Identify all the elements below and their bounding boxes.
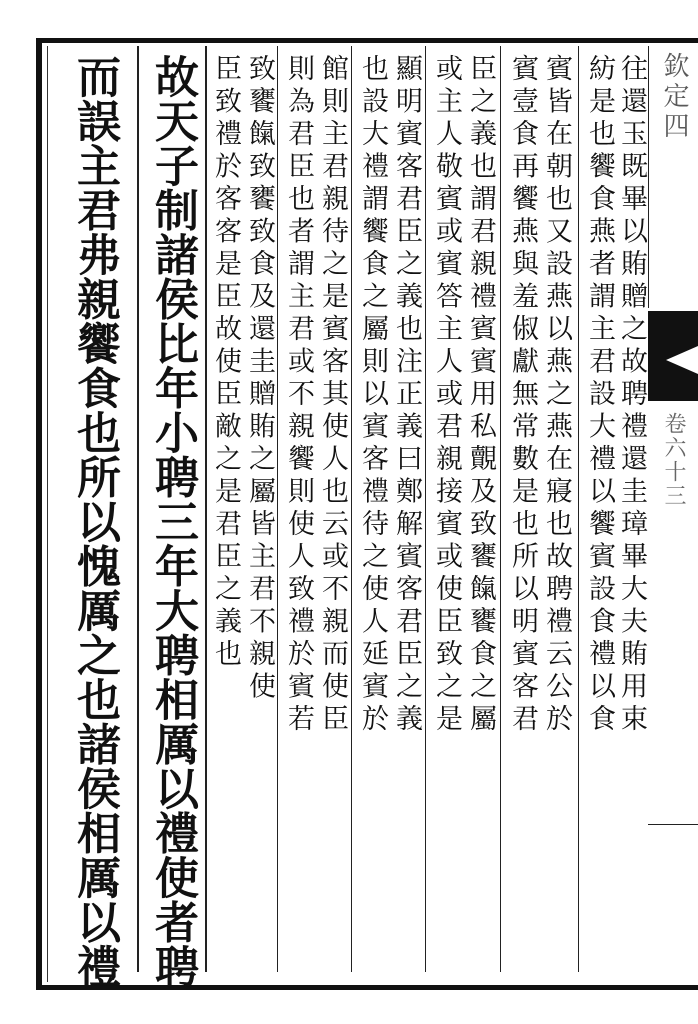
margin-lower-rule bbox=[648, 824, 698, 825]
frame-inner-line bbox=[47, 46, 48, 982]
frame-top-border bbox=[36, 38, 698, 43]
commentary-column: 賓皆在朝也又設燕以燕之燕在寢也故聘禮云公於 bbox=[541, 54, 572, 737]
commentary-column: 顯明賓客君臣之義也注正義曰鄭解賓客君臣之義 bbox=[391, 54, 422, 737]
frame-left-border bbox=[36, 38, 42, 990]
commentary-column: 賓壹食再饗燕與羞俶獻無常數是也所以明賓客君 bbox=[507, 54, 538, 737]
margin-page-marker: 卷六十三 bbox=[661, 412, 686, 508]
commentary-column: 或主人敬賓或賓答主人或君親接賓或使臣致之是 bbox=[431, 54, 462, 737]
column-rule bbox=[425, 46, 426, 972]
main-text-column: 故天子制諸侯比年小聘三年大聘相厲以禮使者聘 bbox=[147, 54, 198, 989]
column-rule bbox=[500, 46, 501, 972]
commentary-column: 臣之義也謂君親禮賓賓用私覿及致饔餼饔食之屬 bbox=[465, 54, 496, 737]
commentary-column: 致饔餼致饔致食及還圭贈賄之屬皆主君不親使 bbox=[244, 54, 275, 704]
commentary-column: 往還玉既畢以賄贈之故聘禮還圭璋畢大夫賄用束 bbox=[616, 54, 647, 737]
main-text-column: 而誤主君弗親饗食也所以愧厲之也諸侯相厲以禮 bbox=[69, 54, 120, 989]
frame-bottom-border bbox=[36, 985, 698, 990]
column-rule bbox=[137, 46, 139, 972]
commentary-column: 臣致禮於客客是臣故使臣敵之是君臣之義也 bbox=[210, 54, 241, 672]
column-rule bbox=[351, 46, 352, 972]
commentary-column: 紡是也饗食燕者謂主君設大禮以饗賓設食禮以食 bbox=[584, 54, 615, 737]
margin-header-text: 欽定四 bbox=[659, 52, 689, 142]
commentary-column: 則為君臣也者謂主君或不親饗則使人致禮於賓若 bbox=[283, 54, 314, 737]
commentary-column: 館則主君親待之是賓客其使人也云或不親而使臣 bbox=[317, 54, 348, 737]
column-rule bbox=[205, 46, 207, 972]
column-rule bbox=[277, 46, 278, 972]
page-margin-strip bbox=[648, 46, 698, 976]
column-rule bbox=[578, 46, 579, 972]
margin-header-box bbox=[648, 46, 698, 308]
commentary-column: 也設大禮謂饗食之屬則以賓客禮待之使人延賓於 bbox=[357, 54, 388, 737]
